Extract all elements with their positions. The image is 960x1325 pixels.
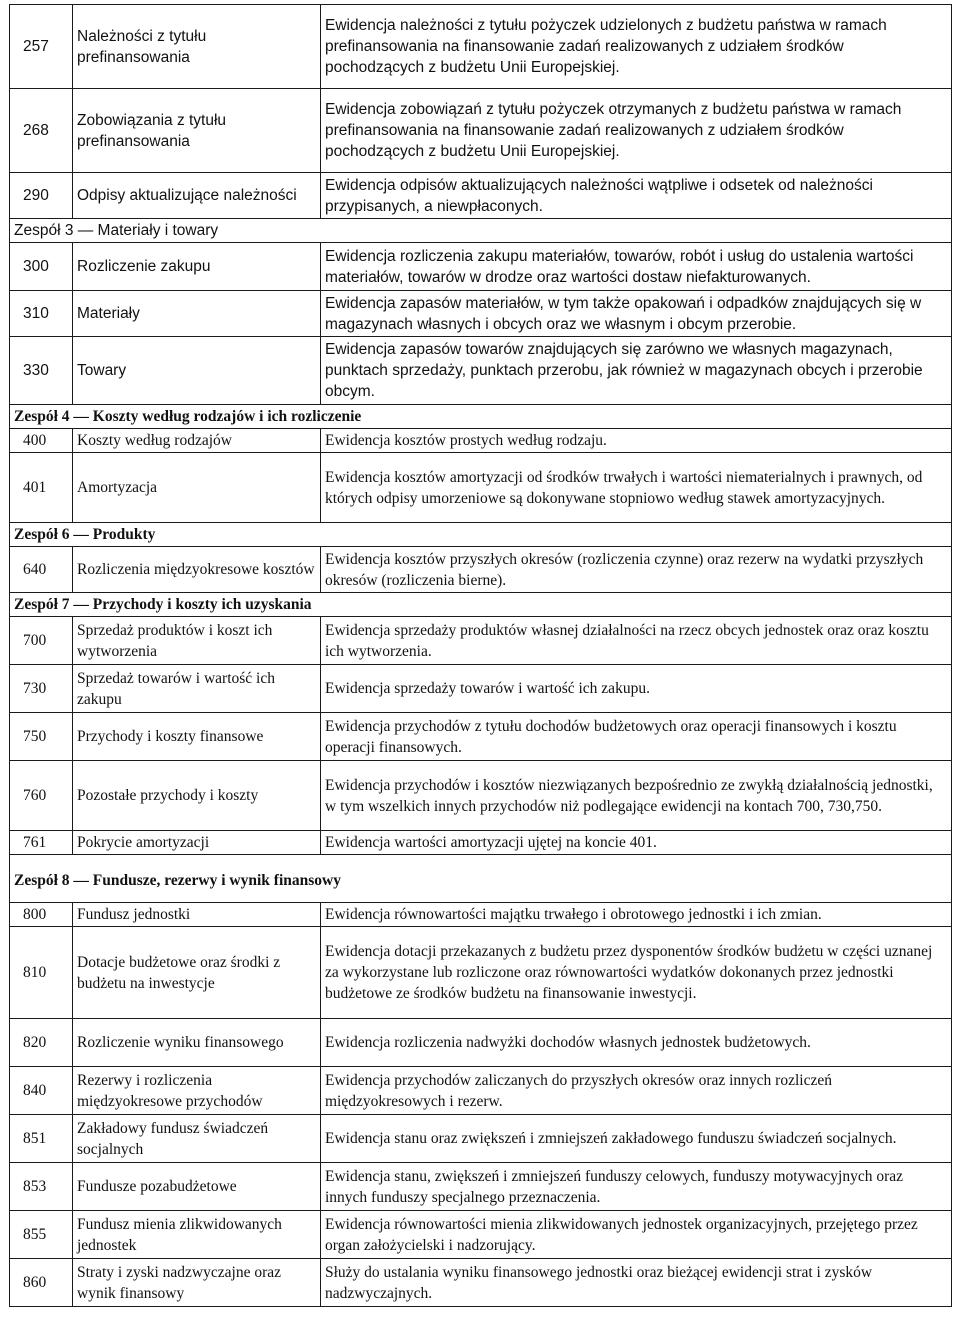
table-row bbox=[10, 5, 952, 89]
account-name: Należności z tytułu prefinansowania bbox=[73, 5, 321, 89]
account-description: Ewidencja dotacji przekazanych z budżetu przez dysponentów środków budżetu w części uznanej za wykorzystane lub rozliczone oraz równowartości wydatków dokonanych przez jednostki budżetowe ze środków budżetu na finansowanie inwestycji. bbox=[321, 927, 952, 1019]
table-row bbox=[10, 927, 952, 1019]
account-number: 820 bbox=[10, 1019, 73, 1067]
account-name: Fundusze pozabudżetowe bbox=[73, 1163, 321, 1211]
account-description: Ewidencja rozliczenia nadwyżki dochodów własnych jednostek budżetowych. bbox=[321, 1019, 952, 1067]
section-title: Zespół 3 — Materiały i towary bbox=[10, 219, 952, 243]
account-number: 300 bbox=[10, 243, 73, 291]
account-name: Towary bbox=[73, 337, 321, 405]
account-name: Straty i zyski nadzwyczajne oraz wynik finansowy bbox=[73, 1259, 321, 1307]
account-number: 290 bbox=[10, 173, 73, 219]
account-number: 800 bbox=[10, 903, 73, 927]
table-row bbox=[10, 1115, 952, 1163]
table-row bbox=[10, 1259, 952, 1307]
account-number: 750 bbox=[10, 713, 73, 761]
table-row bbox=[10, 761, 952, 831]
account-name: Sprzedaż towarów i wartość ich zakupu bbox=[73, 665, 321, 713]
account-description: Ewidencja przychodów z tytułu dochodów budżetowych oraz operacji finansowych i kosztu operacji finansowych. bbox=[321, 713, 952, 761]
table-row bbox=[10, 291, 952, 337]
account-number: 851 bbox=[10, 1115, 73, 1163]
account-number: 853 bbox=[10, 1163, 73, 1211]
section-title: Zespół 7 — Przychody i koszty ich uzyskania bbox=[10, 593, 952, 617]
account-number: 761 bbox=[10, 831, 73, 855]
section-header-row bbox=[10, 855, 952, 903]
table-row bbox=[10, 713, 952, 761]
account-name: Pokrycie amortyzacji bbox=[73, 831, 321, 855]
account-name: Fundusz jednostki bbox=[73, 903, 321, 927]
table-row bbox=[10, 1067, 952, 1115]
table-row bbox=[10, 429, 952, 453]
account-number: 760 bbox=[10, 761, 73, 831]
table-row bbox=[10, 1019, 952, 1067]
account-description: Ewidencja kosztów amortyzacji od środków trwałych i wartości niematerialnych i prawnych, od których odpisy umorzeniowe są dokonywane stopniowo według stawek amortyzacyjnych. bbox=[321, 453, 952, 523]
account-name: Materiały bbox=[73, 291, 321, 337]
table-row bbox=[10, 1211, 952, 1259]
table-row bbox=[10, 1163, 952, 1211]
account-description: Ewidencja zapasów materiałów, w tym także opakowań i odpadków znajdujących się w magazynach własnych i obcych oraz we własnym i obcym przerobie. bbox=[321, 291, 952, 337]
account-number: 860 bbox=[10, 1259, 73, 1307]
section-header-row bbox=[10, 219, 952, 243]
account-name: Rozliczenia międzyokresowe kosztów bbox=[73, 547, 321, 593]
account-description: Ewidencja równowartości majątku trwałego i obrotowego jednostki i ich zmian. bbox=[321, 903, 952, 927]
section-title: Zespół 6 — Produkty bbox=[10, 523, 952, 547]
table-row bbox=[10, 243, 952, 291]
account-number: 730 bbox=[10, 665, 73, 713]
account-name: Rozliczenie wyniku finansowego bbox=[73, 1019, 321, 1067]
account-number: 810 bbox=[10, 927, 73, 1019]
account-description: Ewidencja rozliczenia zakupu materiałów, towarów, robót i usług do ustalenia wartości materiałów, towarów w drodze oraz wartości dostaw niefakturowanych. bbox=[321, 243, 952, 291]
account-number: 640 bbox=[10, 547, 73, 593]
table-row bbox=[10, 547, 952, 593]
account-name: Zakładowy fundusz świadczeń socjalnych bbox=[73, 1115, 321, 1163]
account-name: Przychody i koszty finansowe bbox=[73, 713, 321, 761]
section-header-row bbox=[10, 405, 952, 429]
account-name: Zobowiązania z tytułu prefinansowania bbox=[73, 89, 321, 173]
account-description: Ewidencja przychodów zaliczanych do przyszłych okresów oraz innych rozliczeń międzyokresowych i rezerw. bbox=[321, 1067, 952, 1115]
section-header-row bbox=[10, 593, 952, 617]
account-description: Ewidencja stanu, zwiększeń i zmniejszeń funduszy celowych, funduszy motywacyjnych oraz innych funduszy specjalnego przeznaczenia. bbox=[321, 1163, 952, 1211]
table-row bbox=[10, 831, 952, 855]
account-description: Ewidencja kosztów przyszłych okresów (rozliczenia czynne) oraz rezerw na wydatki przyszłych okresów (rozliczenia bierne). bbox=[321, 547, 952, 593]
chart-of-accounts-table bbox=[9, 4, 952, 1307]
table-row bbox=[10, 617, 952, 665]
account-number: 855 bbox=[10, 1211, 73, 1259]
account-description: Ewidencja wartości amortyzacji ujętej na koncie 401. bbox=[321, 831, 952, 855]
table-row bbox=[10, 89, 952, 173]
account-number: 840 bbox=[10, 1067, 73, 1115]
account-number: 268 bbox=[10, 89, 73, 173]
account-number: 400 bbox=[10, 429, 73, 453]
account-description: Ewidencja równowartości mienia zlikwidowanych jednostek organizacyjnych, przejętego przez organ założycielski i nadzorujący. bbox=[321, 1211, 952, 1259]
account-description: Ewidencja przychodów i kosztów niezwiązanych bezpośrednio ze zwykłą działalnością jednostki, w tym wszelkich innych przychodów niż podlegające ewidencji na kontach 700, 730,750. bbox=[321, 761, 952, 831]
table-row bbox=[10, 453, 952, 523]
table-row bbox=[10, 173, 952, 219]
account-description: Ewidencja zapasów towarów znajdujących się zarówno we własnych magazynach, punktach sprzedaży, punktach przerobu, jak również w magazynach obcych i przerobie obcym. bbox=[321, 337, 952, 405]
table-body bbox=[10, 5, 952, 1307]
account-name: Odpisy aktualizujące należności bbox=[73, 173, 321, 219]
account-description: Ewidencja należności z tytułu pożyczek udzielonych z budżetu państwa w ramach prefinansowania na finansowanie zadań realizowanych z udziałem środków pochodzących z budżetu Unii Europejskiej. bbox=[321, 5, 952, 89]
account-number: 310 bbox=[10, 291, 73, 337]
section-header-row bbox=[10, 523, 952, 547]
table-row bbox=[10, 665, 952, 713]
account-description: Ewidencja zobowiązań z tytułu pożyczek otrzymanych z budżetu państwa w ramach prefinansowania na finansowanie zadań realizowanych z udziałem środków pochodzących z budżetu Unii Europejskiej. bbox=[321, 89, 952, 173]
account-description: Służy do ustalania wyniku finansowego jednostki oraz bieżącej ewidencji strat i zysków nadzwyczajnych. bbox=[321, 1259, 952, 1307]
account-name: Amortyzacja bbox=[73, 453, 321, 523]
account-number: 257 bbox=[10, 5, 73, 89]
account-name: Koszty według rodzajów bbox=[73, 429, 321, 453]
account-description: Ewidencja kosztów prostych według rodzaju. bbox=[321, 429, 952, 453]
account-description: Ewidencja sprzedaży towarów i wartość ich zakupu. bbox=[321, 665, 952, 713]
table-row bbox=[10, 903, 952, 927]
account-number: 700 bbox=[10, 617, 73, 665]
account-description: Ewidencja sprzedaży produktów własnej działalności na rzecz obcych jednostek oraz oraz kosztu ich wytworzenia. bbox=[321, 617, 952, 665]
section-title: Zespół 8 — Fundusze, rezerwy i wynik finansowy bbox=[10, 855, 952, 903]
section-title: Zespół 4 — Koszty według rodzajów i ich rozliczenie bbox=[10, 405, 952, 429]
account-number: 401 bbox=[10, 453, 73, 523]
account-name: Pozostałe przychody i koszty bbox=[73, 761, 321, 831]
account-name: Sprzedaż produktów i koszt ich wytworzenia bbox=[73, 617, 321, 665]
account-name: Rezerwy i rozliczenia międzyokresowe przychodów bbox=[73, 1067, 321, 1115]
account-name: Fundusz mienia zlikwidowanych jednostek bbox=[73, 1211, 321, 1259]
account-description: Ewidencja odpisów aktualizujących należności wątpliwe i odsetek od należności przypisanych, a niewpłaconych. bbox=[321, 173, 952, 219]
account-description: Ewidencja stanu oraz zwiększeń i zmniejszeń zakładowego funduszu świadczeń socjalnych. bbox=[321, 1115, 952, 1163]
table-row bbox=[10, 337, 952, 405]
account-name: Rozliczenie zakupu bbox=[73, 243, 321, 291]
account-number: 330 bbox=[10, 337, 73, 405]
account-name: Dotacje budżetowe oraz środki z budżetu na inwestycje bbox=[73, 927, 321, 1019]
